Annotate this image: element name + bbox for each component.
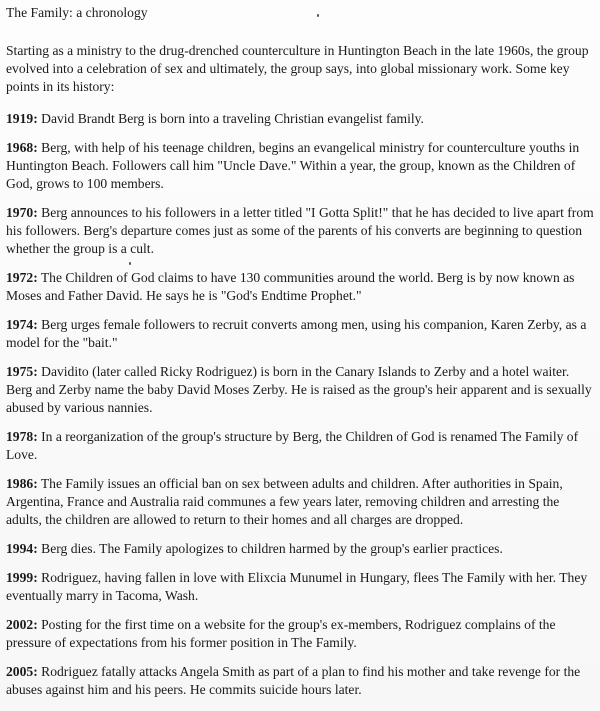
entry-text: Posting for the first time on a website for the group's ex-members, Rodriguez complains of the pressure of expectations from his former position in The Family. xyxy=(6,617,556,650)
entry-year: 1975: xyxy=(6,364,38,379)
entry-year: 1994: xyxy=(6,541,38,556)
chronology-entry-1970 xyxy=(6,204,596,258)
chronology-entry-1972 xyxy=(6,269,596,305)
entry-text: David Brandt Berg is born into a traveling Christian evangelist family. xyxy=(41,111,424,126)
chronology-entry-1968 xyxy=(6,139,596,193)
chronology-entry-2002 xyxy=(6,616,596,652)
entry-year: 1968: xyxy=(6,140,38,155)
entry-text: Berg, with help of his teenage children, begins an evangelical ministry for counterculture youths in Huntington Beach. Followers call him "Uncle Dave." Within a year, the group, known as the Children of God, grows to 100 members. xyxy=(6,140,580,191)
entry-year: 2002: xyxy=(6,617,38,632)
entry-text: Berg announces to his followers in a letter titled "I Gotta Split!" that he has decided to live apart from his followers. Berg's departure comes just as some of the parents of his converts are beginning to question whether the group is a cult. xyxy=(6,205,594,256)
entry-text: Berg urges female followers to recruit converts among men, using his companion, Karen Zerby, as a model for the "bait." xyxy=(6,317,587,350)
chronology-entry-1974 xyxy=(6,316,596,352)
entry-year: 1999: xyxy=(6,570,38,585)
entry-year: 1986: xyxy=(6,476,38,491)
entry-year: 1972: xyxy=(6,270,38,285)
chronology-list xyxy=(6,110,596,699)
entry-year: 1974: xyxy=(6,317,38,332)
document-title: The Family: a chronology xyxy=(6,5,148,20)
entry-text: Davidito (later called Ricky Rodriguez) is born in the Canary Islands to Zerby and a hotel waiter. Berg and Zerby name the baby David Moses Zerby. He is raised as the group's heir apparent and is sexually abused by various nannies. xyxy=(6,364,592,415)
chronology-entry-1986 xyxy=(6,475,596,529)
chronology-entry-1999 xyxy=(6,569,596,605)
chronology-entry-1975 xyxy=(6,363,596,417)
chronology-entry-1994 xyxy=(6,540,596,558)
entry-text: Rodriguez fatally attacks Angela Smith as part of a plan to find his mother and take revenge for the abuses against him and his peers. He commits suicide hours later. xyxy=(6,664,581,697)
entry-text: In a reorganization of the group's structure by Berg, the Children of God is renamed The Family of Love. xyxy=(6,429,579,462)
entry-year: 1919: xyxy=(6,111,38,126)
entry-text: Rodriguez, having fallen in love with Elixcia Munumel in Hungary, flees The Family with her. They eventually marry in Tacoma, Wash. xyxy=(6,570,588,603)
entry-text: The Children of God claims to have 130 communities around the world. Berg is by now known as Moses and Father David. He says he is "God's Endtime Prophet." xyxy=(6,270,575,303)
entry-text: The Family issues an official ban on sex between adults and children. After authorities in Spain, Argentina, France and Australia raid communes a few years later, removing children and arresting the adults, the children are allowed to return to their homes and all charges are dropped. xyxy=(6,476,563,527)
chronology-entry-1978 xyxy=(6,428,596,464)
entry-year: 1970: xyxy=(6,205,38,220)
chronology-entry-1919 xyxy=(6,110,596,128)
document-body xyxy=(6,4,596,710)
intro-paragraph: Starting as a ministry to the drug-drenched counterculture in Huntington Beach in the late 1960s, the group evolved into a celebration of sex and ultimately, the group says, into global missionary work. Some key points in its history: xyxy=(6,43,589,94)
entry-year: 1978: xyxy=(6,429,38,444)
entry-year: 2005: xyxy=(6,664,38,679)
entry-text: Berg dies. The Family apologizes to children harmed by the group's earlier practices. xyxy=(41,541,503,556)
chronology-entry-2005 xyxy=(6,663,596,699)
